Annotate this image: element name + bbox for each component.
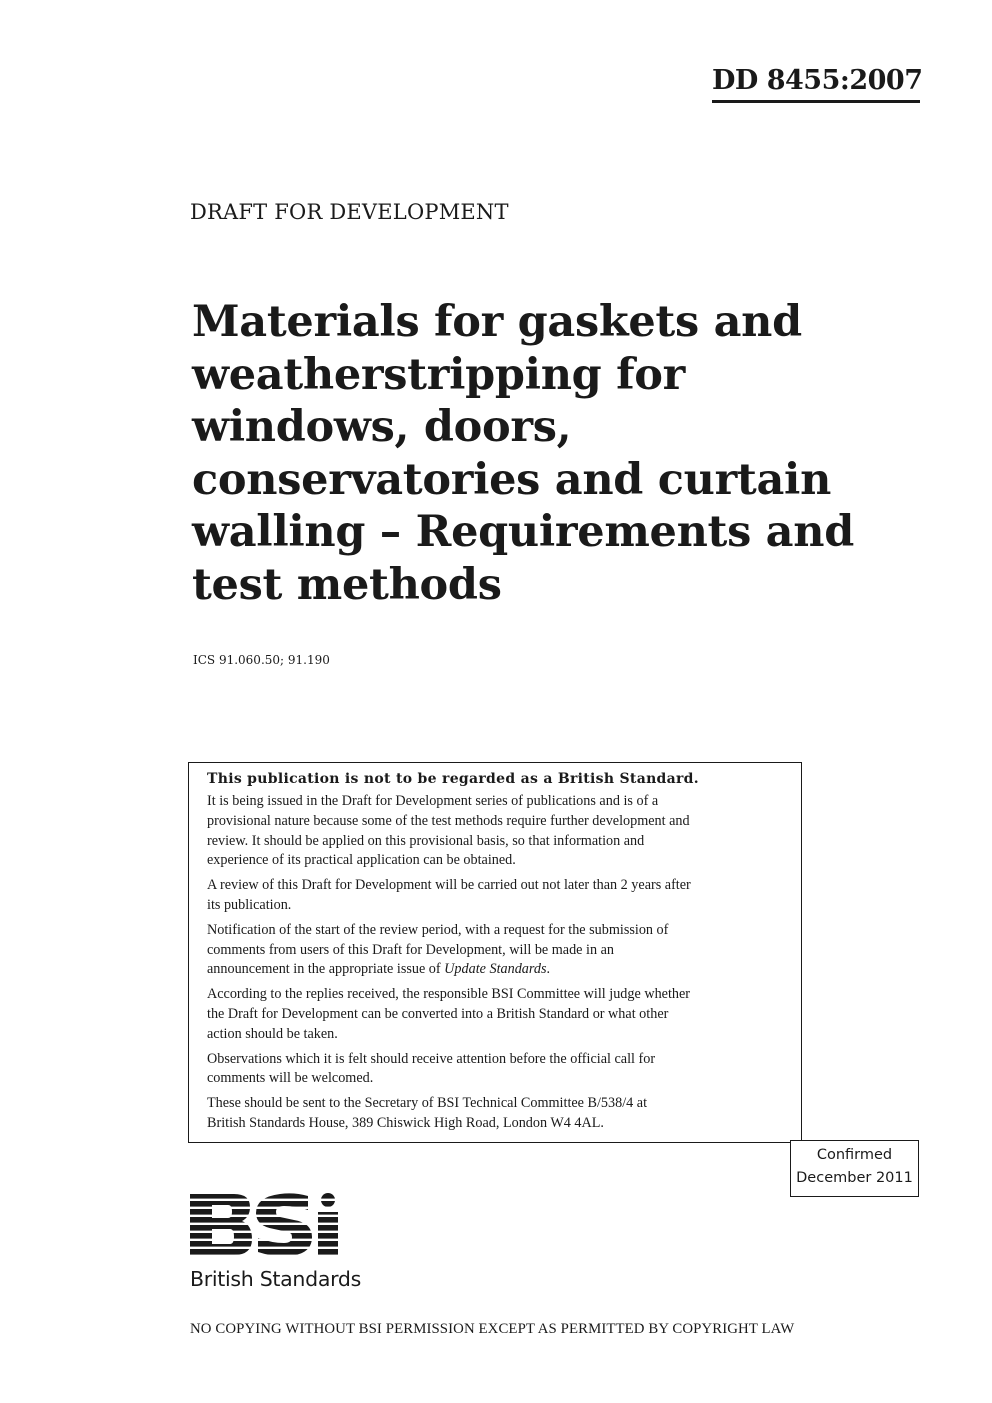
document-number: DD 8455:2007	[712, 64, 920, 103]
notice-line: comments from users of this Draft for Development, will be made in an	[207, 941, 614, 958]
notice-line: According to the replies received, the responsible BSI Committee will judge whether	[207, 986, 691, 1003]
notice-line: provisional nature because some of the test methods require further development and	[207, 812, 690, 829]
title-line: walling – Requirements and	[192, 507, 854, 557]
notice-line: its publication.	[207, 896, 292, 913]
notice-heading: This publication is not to be regarded as a British Standard.	[207, 771, 699, 787]
publication-name: Update Standards	[444, 961, 547, 978]
notice-line: British Standards House, 389 Chiswick High Road, London W4 4AL.	[207, 1114, 604, 1131]
title-line: Materials for gaskets and	[192, 297, 802, 347]
notice-line: Observations which it is felt should receive attention before the official call for	[207, 1050, 656, 1067]
document-title	[192, 296, 892, 611]
notice-box	[188, 762, 802, 1143]
confirmed-label: Confirmed	[816, 1147, 893, 1163]
notice-paragraph	[207, 985, 791, 1044]
title-line: test methods	[192, 559, 502, 610]
notice-text: announcement in the appropriate issue of	[207, 961, 445, 978]
ics-code: ICS 91.060.50; 91.190	[193, 653, 330, 667]
notice-paragraph	[207, 1050, 791, 1090]
notice-line	[207, 960, 791, 980]
title-line: weatherstripping for	[192, 349, 686, 400]
confirmed-stamp	[790, 1140, 919, 1197]
notice-paragraph	[207, 876, 791, 916]
confirmed-date: December 2011	[796, 1170, 913, 1186]
notice-paragraph	[207, 792, 791, 871]
notice-text: .	[546, 961, 551, 978]
notice-line: Notification of the start of the review period, with a request for the submission of	[207, 921, 669, 938]
notice-line: the Draft for Development can be converted into a British Standard or what other	[207, 1005, 669, 1022]
draft-label: DRAFT FOR DEVELOPMENT	[190, 200, 509, 224]
title-line: conservatories and curtain	[192, 454, 832, 505]
notice-line: action should be taken.	[207, 1025, 338, 1042]
notice-line: experience of its practical application can be obtained.	[207, 852, 516, 869]
copyright-notice: NO COPYING WITHOUT BSI PERMISSION EXCEPT AS PERMITTED BY COPYRIGHT LAW	[190, 1321, 795, 1337]
notice-line: A review of this Draft for Development will be carried out not later than 2 years after	[207, 877, 691, 894]
notice-line: comments will be welcomed.	[207, 1070, 374, 1087]
brand-name: British Standards	[190, 1267, 361, 1291]
notice-line: review. It should be applied on this provisional basis, so that information and	[207, 832, 645, 849]
notice-paragraph	[207, 921, 791, 980]
notice-line: These should be sent to the Secretary of BSI Technical Committee B/538/4 at	[207, 1095, 648, 1112]
title-line: windows, doors,	[192, 402, 572, 452]
notice-paragraph	[207, 1094, 791, 1134]
notice-line: It is being issued in the Draft for Development series of publications and is of a	[207, 793, 659, 809]
